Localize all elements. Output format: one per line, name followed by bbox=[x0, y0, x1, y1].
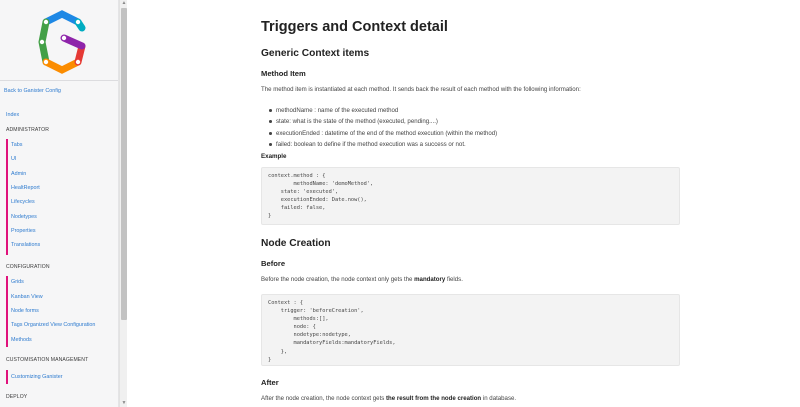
sidebar-item-customizing-ganister[interactable]: Customizing Ganister bbox=[11, 374, 63, 380]
list-item: executionEnded : datetime of the end of the method execution (within the method) bbox=[276, 128, 497, 139]
bold-text: the result from the node creation bbox=[386, 395, 482, 402]
sidebar-item-lifecycles[interactable]: Lifecycles bbox=[11, 199, 35, 205]
list-item: failed: boolean to define if the method execution was a success or not. bbox=[276, 139, 497, 150]
before-code-block bbox=[261, 294, 680, 366]
method-fields-list bbox=[276, 105, 497, 150]
sidebar-item-kanban-view[interactable]: Kanban View bbox=[11, 294, 43, 300]
after-heading: After bbox=[261, 378, 279, 387]
code-text: context.method : { methodName: 'demoMethod', state: 'executed', executionEnded: Date.now(), failed: false, } bbox=[268, 173, 374, 220]
method-item-heading: Method Item bbox=[261, 69, 306, 78]
sidebar-item-node-forms[interactable]: Node forms bbox=[11, 308, 39, 314]
section-deploy: DEPLOY bbox=[6, 394, 28, 400]
scroll-down-arrow-icon[interactable]: ▼ bbox=[121, 400, 127, 406]
sidebar-item-ui[interactable]: UI bbox=[11, 156, 17, 162]
before-heading: Before bbox=[261, 259, 286, 268]
sidebar-item-grids[interactable]: Grids bbox=[11, 279, 24, 285]
main-content bbox=[127, 0, 800, 407]
section-configuration: CONFIGURATION bbox=[6, 264, 50, 270]
sidebar-item-tabs[interactable]: Tabs bbox=[11, 142, 23, 148]
generic-context-heading: Generic Context items bbox=[261, 48, 370, 59]
example-heading: Example bbox=[261, 153, 287, 160]
sidebar-item-methods[interactable]: Methods bbox=[11, 337, 32, 343]
section-accent-bar bbox=[6, 139, 8, 255]
text-segment: fields. bbox=[445, 276, 463, 283]
sidebar-item-index[interactable]: Index bbox=[6, 112, 20, 118]
sidebar bbox=[0, 0, 119, 407]
method-intro-text: The method item is instantiated at each method. It sends back the result of each method with the following information: bbox=[261, 86, 581, 93]
sidebar-item-healtreport[interactable]: HealtReport bbox=[11, 185, 40, 191]
sidebar-item-properties[interactable]: Properties bbox=[11, 228, 36, 234]
sidebar-item-translations[interactable]: Translations bbox=[11, 242, 41, 248]
text-segment: in database. bbox=[481, 395, 517, 402]
example-code-block bbox=[261, 167, 680, 225]
text-segment: After the node creation, the node context gets bbox=[261, 395, 387, 402]
sidebar-item-admin[interactable]: Admin bbox=[11, 171, 27, 177]
sidebar-scrollbar[interactable] bbox=[119, 0, 127, 407]
list-item: state: what is the state of the method (executed, pending....) bbox=[276, 116, 497, 127]
back-to-config-link[interactable]: Back to Ganister Config bbox=[4, 88, 61, 94]
section-accent-bar bbox=[6, 276, 8, 347]
ganister-logo bbox=[30, 8, 94, 76]
text-segment: Before the node creation, the node context only gets the bbox=[261, 276, 415, 283]
bold-text: mandatory bbox=[414, 276, 446, 283]
section-administrator: ADMINISTRATOR bbox=[6, 127, 49, 133]
before-text bbox=[261, 276, 463, 283]
sidebar-divider bbox=[0, 80, 119, 81]
section-customisation-management: CUSTOMISATION MANAGEMENT bbox=[6, 357, 89, 363]
page-title: Triggers and Context detail bbox=[261, 19, 448, 35]
scroll-up-arrow-icon[interactable]: ▲ bbox=[121, 0, 127, 6]
after-text bbox=[261, 395, 516, 402]
section-accent-bar bbox=[6, 370, 8, 384]
node-creation-heading: Node Creation bbox=[261, 238, 331, 249]
code-text: Context : { trigger: 'beforeCreation', methods:[], node: { nodetype:nodetype, mandatoryFields:mandatoryFields, }, } bbox=[268, 300, 396, 363]
sidebar-item-nodetypes[interactable]: Nodetypes bbox=[11, 214, 37, 220]
list-item: methodName : name of the executed method bbox=[276, 105, 497, 116]
sidebar-item-tags-organized-view[interactable]: Tags Organized View Configuration bbox=[11, 322, 96, 328]
